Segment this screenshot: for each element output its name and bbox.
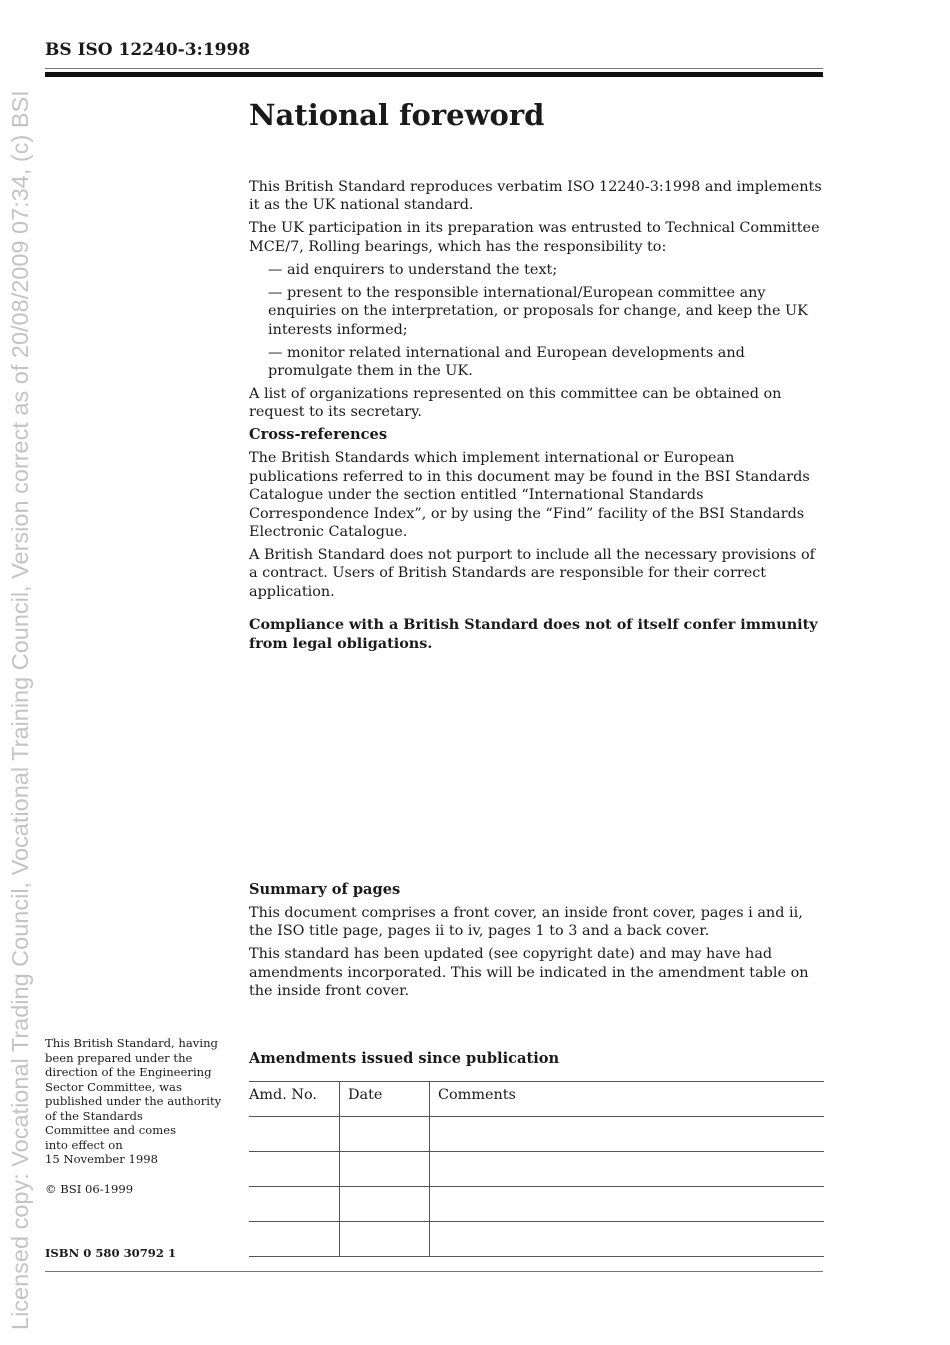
- column-header-date: Date: [340, 1082, 430, 1117]
- column-header-comments: Comments: [430, 1082, 825, 1117]
- publication-note-line: Committee and comes: [45, 1123, 177, 1137]
- publication-note-line: published under the authority: [45, 1094, 222, 1108]
- page-title: National foreword: [249, 98, 545, 132]
- comments-cell: [430, 1222, 825, 1257]
- foreword-paragraph: The British Standards which implement international or European publications referred to in this document may be found in the BSI Standards Catalogue under the section entitled “International Standards Correspondence Index”, or by using the “Find” facility of the BSI Standards Electronic Catalogue.: [249, 450, 810, 541]
- summary-paragraph: This document comprises a front cover, an inside front cover, pages i and ii, the ISO title page, pages ii to iv, pages 1 to 3 and a back cover.: [249, 905, 803, 940]
- publication-note-line: into effect on: [45, 1137, 123, 1152]
- amd-no-cell: [249, 1152, 340, 1187]
- summary-of-pages: [249, 881, 823, 1005]
- summary-heading: Summary of pages: [249, 881, 401, 898]
- responsibility-item: — present to the responsible international/European committee any enquiries on the interpretation, or proposals for change, and keep the UK interests informed;: [268, 284, 808, 338]
- foreword-paragraph: This British Standard reproduces verbatim ISO 12240-3:1998 and implements it as the UK national standard.: [249, 179, 822, 214]
- publication-note-line: been prepared under the: [45, 1050, 193, 1065]
- footer-rule: [45, 1271, 823, 1272]
- column-header-amd-no: Amd. No.: [249, 1082, 340, 1117]
- table-row: [249, 1152, 824, 1187]
- foreword-paragraph: The UK participation in its preparation was entrusted to Technical Committee MCE/7, Rolling bearings, which has the responsibility to:: [249, 220, 820, 255]
- responsibility-item: — aid enquirers to understand the text;: [268, 261, 558, 278]
- header-rule-thick: [45, 72, 823, 77]
- cross-references-heading: Cross-references: [249, 426, 388, 444]
- publication-note-line: Sector Committee, was: [45, 1079, 182, 1094]
- isbn: ISBN 0 580 30792 1: [45, 1246, 177, 1260]
- date-cell: [340, 1117, 430, 1152]
- publication-note-line: This British Standard, having: [45, 1036, 218, 1050]
- license-watermark: Licensed copy: Vocational Trading Council, Vocational Training Council, Version correct as of 20/08/2009 07:34, (c) BSI: [7, 90, 33, 1330]
- date-cell: [340, 1187, 430, 1222]
- date-cell: [340, 1152, 430, 1187]
- amd-no-cell: [249, 1187, 340, 1222]
- amd-no-cell: [249, 1222, 340, 1257]
- date-cell: [340, 1222, 430, 1257]
- amd-no-cell: [249, 1117, 340, 1152]
- foreword-body: [249, 178, 823, 658]
- amendments-header-row: [249, 1082, 824, 1117]
- publication-note: [45, 1036, 235, 1167]
- amendments-table: [249, 1081, 824, 1257]
- amendments-heading: Amendments issued since publication: [249, 1050, 560, 1067]
- summary-paragraph: This standard has been updated (see copyright date) and may have had amendments incorporated. This will be indicated in the amendment table on the inside front cover.: [249, 946, 809, 1000]
- publication-note-line: of the Standards: [45, 1108, 143, 1123]
- comments-cell: [430, 1152, 825, 1187]
- table-row: [249, 1222, 824, 1257]
- foreword-paragraph: A British Standard does not purport to include all the necessary provisions of a contract. Users of British Standards are responsible for their correct application.: [249, 547, 815, 600]
- comments-cell: [430, 1117, 825, 1152]
- table-row: [249, 1187, 824, 1222]
- foreword-paragraph: A list of organizations represented on this committee can be obtained on request to its secretary.: [249, 386, 782, 421]
- table-row: [249, 1117, 824, 1152]
- publication-note-line: 15 November 1998: [45, 1152, 158, 1166]
- header-rule-thin: [45, 68, 823, 69]
- responsibility-item: — monitor related international and European developments and promulgate them in the UK.: [268, 344, 745, 380]
- copyright-notice: © BSI 06-1999: [45, 1182, 134, 1196]
- publication-note-line: direction of the Engineering: [45, 1065, 212, 1079]
- document-code: BS ISO 12240-3:1998: [45, 40, 251, 60]
- compliance-statement: Compliance with a British Standard does not of itself confer immunity from legal obligations.: [249, 616, 818, 652]
- comments-cell: [430, 1187, 825, 1222]
